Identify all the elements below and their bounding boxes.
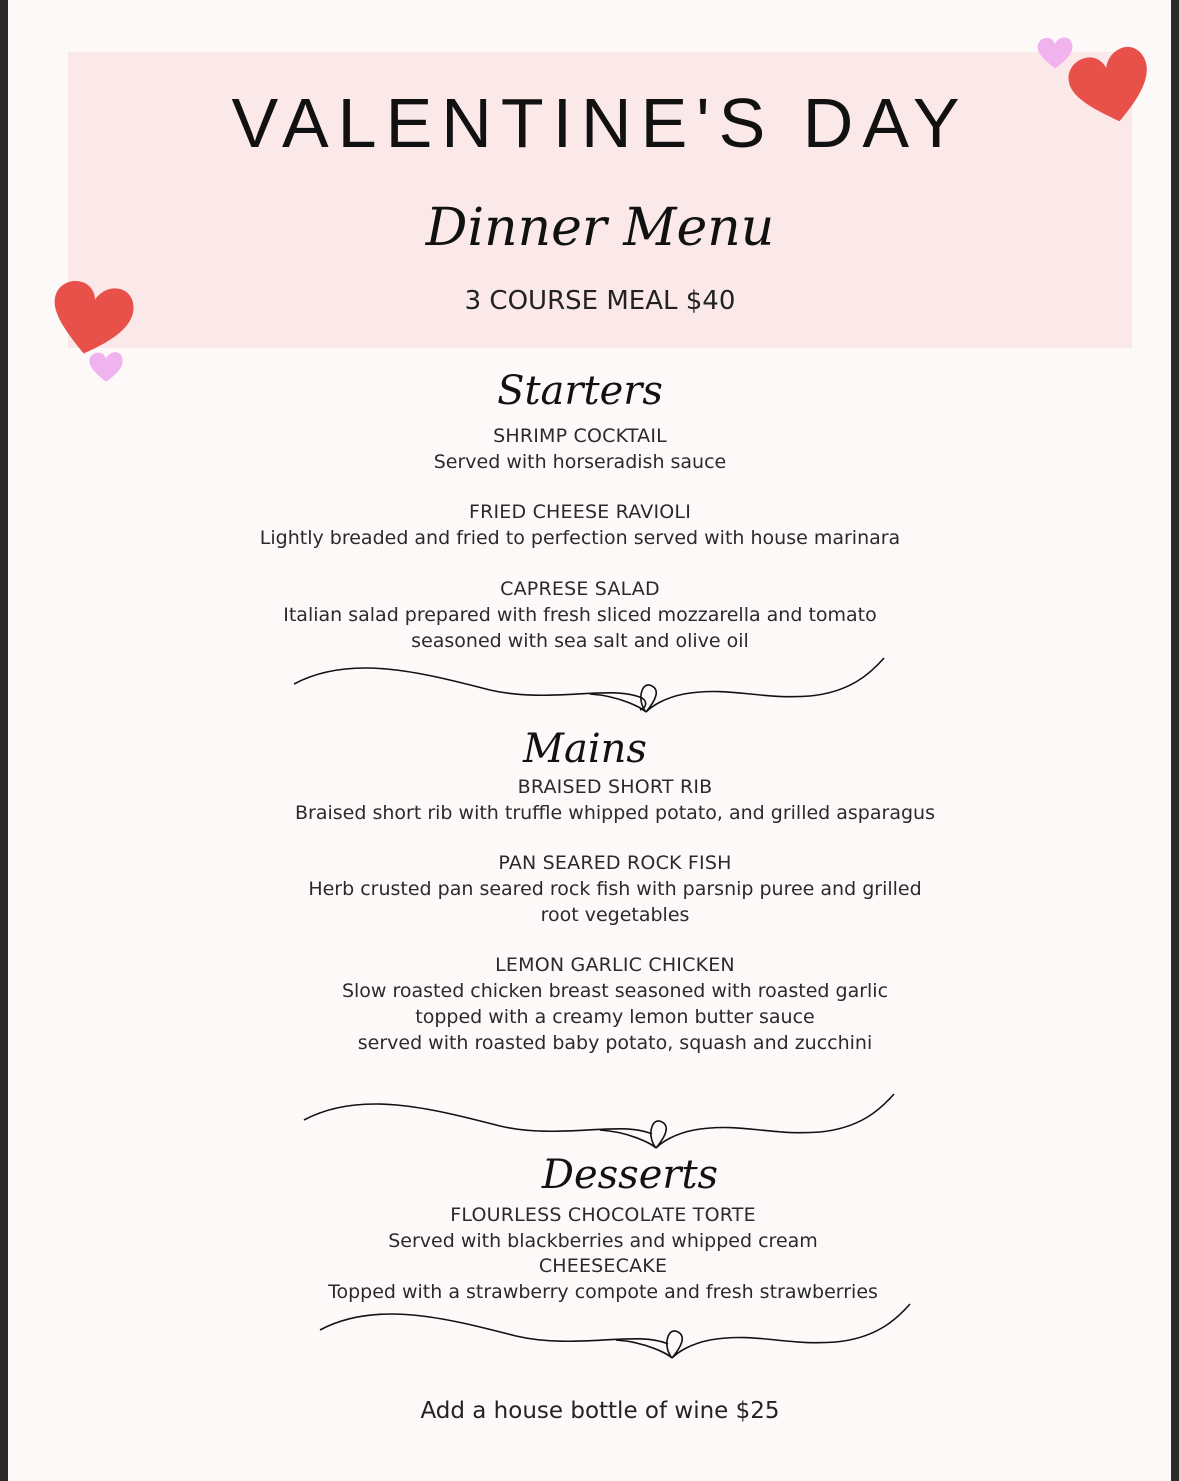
item-name: SHRIMP COCKTAIL (493, 425, 667, 447)
left-frame-edge (0, 0, 8, 1481)
course-price: 3 COURSE MEAL $40 (464, 286, 736, 316)
item-name: CHEESECAKE (538, 1255, 668, 1277)
item-description: Herb crusted pan seared rock fish with parsnip puree and grilled (308, 878, 922, 900)
item-description: topped with a creamy lemon butter sauce (415, 1006, 815, 1028)
wine-offer: Add a house bottle of wine $25 (420, 1398, 780, 1424)
item-name: FLOURLESS CHOCOLATE TORTE (450, 1204, 756, 1226)
item-name: PAN SEARED ROCK FISH (498, 852, 732, 874)
pink-heart-icon-left (88, 350, 124, 384)
section-heading-mains: Mains (523, 726, 647, 772)
menu-title: VALENTINE'S DAY (231, 84, 969, 162)
menu-item-flourless-chocolate-torte (200, 1202, 1006, 1254)
item-name: FRIED CHEESE RAVIOLI (468, 501, 692, 523)
menu-subtitle: Dinner Menu (425, 198, 775, 258)
heart-divider-2 (300, 1088, 900, 1154)
pink-heart-icon-top-right (1036, 36, 1074, 70)
item-description: Topped with a strawberry compote and fresh strawberries (328, 1281, 878, 1303)
heart-divider-3 (316, 1298, 916, 1364)
right-frame-edge (1171, 0, 1179, 1481)
item-name: LEMON GARLIC CHICKEN (495, 954, 735, 976)
menu-item-lemon-garlic-chicken (200, 952, 1030, 1056)
menu-item-braised-short-rib (200, 774, 1030, 826)
heart-divider-1 (290, 652, 890, 718)
menu-item-fried-cheese-ravioli (200, 499, 960, 551)
item-name: BRAISED SHORT RIB (517, 776, 713, 798)
item-description: seasoned with sea salt and olive oil (411, 630, 749, 652)
menu-item-shrimp-cocktail (200, 423, 960, 475)
item-description: root vegetables (540, 904, 690, 926)
item-description: Served with blackberries and whipped cream (388, 1230, 818, 1252)
item-description: Slow roasted chicken breast seasoned with roasted garlic (341, 980, 889, 1002)
section-heading-desserts: Desserts (541, 1152, 719, 1198)
item-description: Braised short rib with truffle whipped potato, and grilled asparagus (295, 802, 935, 824)
menu-item-pan-seared-rock-fish (200, 850, 1030, 928)
menu-item-caprese-salad (200, 576, 960, 654)
item-description: Italian salad prepared with fresh sliced mozzarella and tomato (283, 604, 877, 626)
item-name: CAPRESE SALAD (500, 578, 660, 600)
item-description: Lightly breaded and fried to perfection served with house marinara (259, 527, 901, 549)
section-heading-starters: Starters (497, 368, 663, 414)
item-description: served with roasted baby potato, squash and zucchini (357, 1032, 873, 1054)
item-description: Served with horseradish sauce (433, 451, 727, 473)
